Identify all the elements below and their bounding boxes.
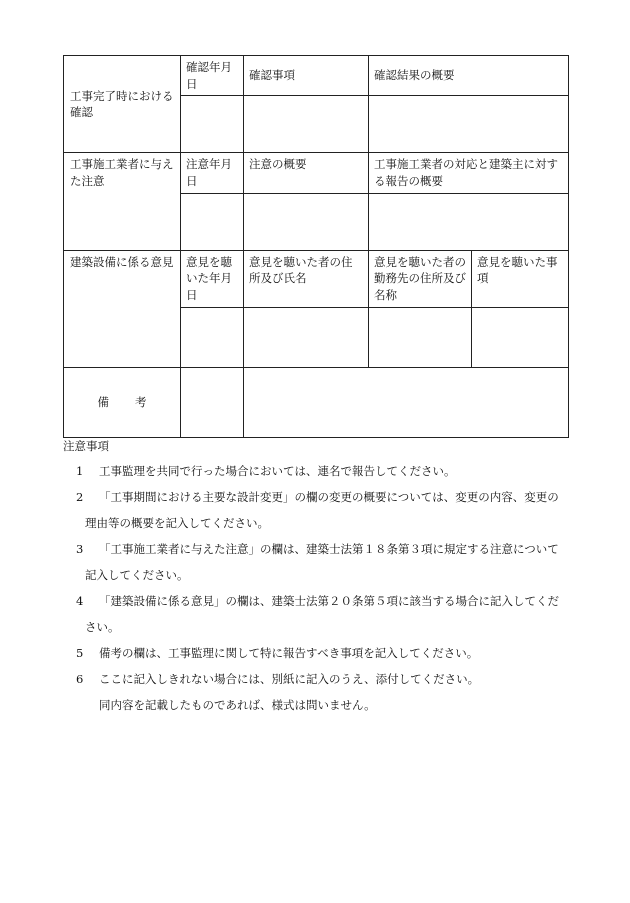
note-number: 2 bbox=[76, 490, 84, 504]
opinion-matter-header: 意見を聴いた事項 bbox=[472, 250, 569, 307]
remarks-small-cell[interactable] bbox=[181, 367, 244, 437]
opinion-workplace-header: 意見を聴いた者の勤務先の住所及び名称 bbox=[369, 250, 472, 307]
check-date-cell[interactable] bbox=[181, 96, 244, 153]
opinion-person-cell[interactable] bbox=[244, 307, 369, 367]
note-number: 4 bbox=[76, 594, 84, 608]
note-number: 3 bbox=[76, 542, 84, 556]
remarks-cell[interactable] bbox=[244, 367, 569, 437]
note-item-4 bbox=[63, 588, 573, 614]
note-text: 「工事施工業者に与えた注意」の欄は、建築士法第１８条第３項に規定する注意について bbox=[99, 542, 559, 556]
note-item-2 bbox=[63, 484, 573, 510]
note-text: 「建築設備に係る意見」の欄は、建築士法第２０条第５項に該当する場合に記入してくだ bbox=[99, 594, 559, 608]
note-item-1 bbox=[63, 458, 573, 484]
check-item-header: 確認事項 bbox=[244, 56, 369, 96]
note-extra-text: 同内容を記載したものであれば、様式は問いません。 bbox=[99, 698, 376, 712]
remarks-label-char-1: 備 bbox=[97, 394, 109, 409]
note-number: 5 bbox=[76, 646, 84, 660]
contractor-notice-label: 工事施工業者に与えた注意 bbox=[64, 153, 181, 250]
notice-summary-header: 注意の概要 bbox=[244, 153, 369, 193]
remarks-label-char-2: 考 bbox=[135, 394, 147, 409]
note-text: 「工事期間における主要な設計変更」の欄の変更の概要については、変更の内容、変更の bbox=[99, 490, 559, 504]
completion-check-label: 工事完了時における確認 bbox=[64, 56, 181, 153]
check-item-cell[interactable] bbox=[244, 96, 369, 153]
contractor-response-cell[interactable] bbox=[369, 193, 569, 250]
notes-title: 注意事項 bbox=[63, 439, 109, 453]
note-text: 工事監理を共同で行った場合においては、連名で報告してください。 bbox=[99, 464, 456, 478]
note-item-5 bbox=[63, 640, 573, 666]
notes-section bbox=[63, 437, 573, 718]
note-number: 1 bbox=[76, 464, 84, 478]
remarks-label bbox=[64, 367, 181, 437]
equipment-opinion-label: 建築設備に係る意見 bbox=[64, 250, 181, 367]
contractor-response-header: 工事施工業者の対応と建築主に対する報告の概要 bbox=[369, 153, 569, 193]
notice-summary-cell[interactable] bbox=[244, 193, 369, 250]
note-text-continued: 記入してください。 bbox=[85, 568, 189, 582]
opinion-matter-cell[interactable] bbox=[472, 307, 569, 367]
note-text: 備考の欄は、工事監理に関して特に報告すべき事項を記入してください。 bbox=[99, 646, 479, 660]
report-form-table bbox=[63, 55, 569, 438]
note-item-6 bbox=[63, 666, 573, 692]
opinion-date-header: 意見を聴いた年月日 bbox=[181, 250, 244, 307]
note-number: 6 bbox=[76, 672, 84, 686]
note-text-continued: 理由等の概要を記入してください。 bbox=[85, 516, 269, 530]
check-result-header: 確認結果の概要 bbox=[369, 56, 569, 96]
note-text: ここに記入しきれない場合には、別紙に記入のうえ、添付してください。 bbox=[99, 672, 480, 686]
notice-date-cell[interactable] bbox=[181, 193, 244, 250]
note-text-continued: さい。 bbox=[85, 620, 120, 634]
opinion-date-cell[interactable] bbox=[181, 307, 244, 367]
check-date-header: 確認年月日 bbox=[181, 56, 244, 96]
notice-date-header: 注意年月日 bbox=[181, 153, 244, 193]
opinion-workplace-cell[interactable] bbox=[369, 307, 472, 367]
check-result-cell[interactable] bbox=[369, 96, 569, 153]
note-item-3 bbox=[63, 536, 573, 562]
opinion-person-header: 意見を聴いた者の住所及び氏名 bbox=[244, 250, 369, 307]
